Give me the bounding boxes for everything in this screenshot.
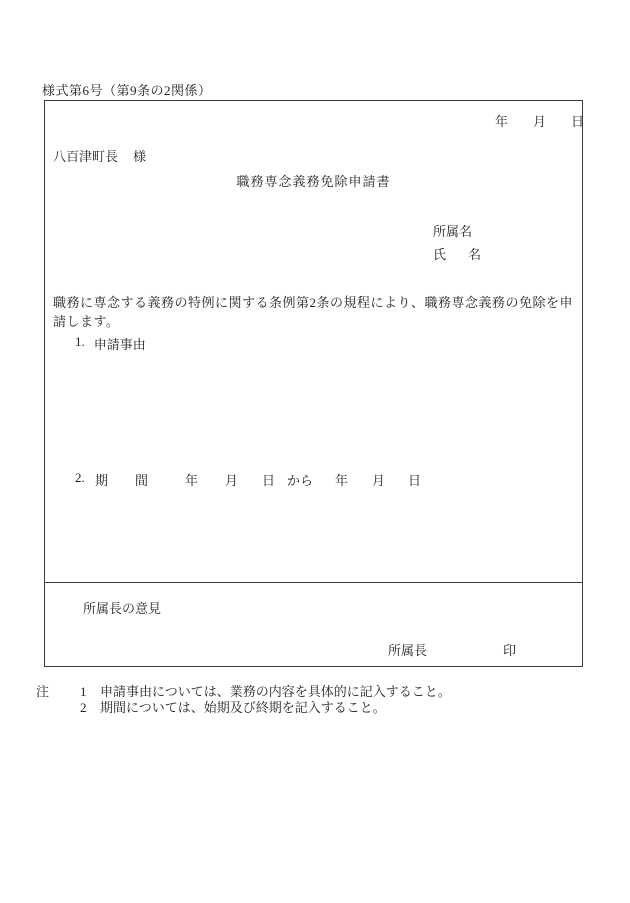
supervisor-opinion-label: 所属長の意見 bbox=[83, 601, 162, 616]
footnote-row-2 bbox=[36, 700, 451, 716]
opinion-section-divider bbox=[45, 582, 582, 583]
period-to-day-label: 日 bbox=[408, 473, 422, 488]
item2-number: 2. bbox=[75, 470, 85, 485]
affiliation-label: 所属名 bbox=[433, 224, 473, 239]
date-month-label: 月 bbox=[533, 114, 547, 129]
item2-period-line bbox=[75, 470, 475, 486]
footnote-marker-spacer bbox=[36, 700, 80, 716]
date-line bbox=[495, 111, 584, 130]
addressee-honorific: 様 bbox=[133, 149, 147, 164]
footnote-row-1 bbox=[36, 684, 451, 700]
footnote-2-text: 期間については、始期及び終期を記入すること。 bbox=[100, 700, 386, 715]
footnote-1-text: 申請事由については、業務の内容を具体的に記入すること。 bbox=[100, 684, 451, 699]
period-connector-label: から bbox=[287, 473, 314, 488]
name-label bbox=[433, 244, 481, 263]
application-statement: 職務に専念する義務の特例に関する条例第2条の規程により、職務専念義務の免除を申請します。 bbox=[53, 295, 574, 329]
item1-label: 申請事由 bbox=[93, 337, 146, 352]
footnote-marker: 注 bbox=[36, 684, 50, 699]
period-from-day-label: 日 bbox=[262, 473, 276, 488]
date-year-label: 年 bbox=[495, 114, 509, 129]
item1-number: 1. bbox=[75, 334, 85, 349]
name-label-second: 名 bbox=[468, 247, 482, 262]
addressee-name: 八百津町長 bbox=[53, 149, 119, 164]
period-from-month-label: 月 bbox=[225, 473, 239, 488]
seal-label: 印 bbox=[503, 643, 517, 658]
footnote-2-number: 2 bbox=[80, 700, 87, 715]
name-label-first: 氏 bbox=[433, 247, 447, 262]
supervisor-label: 所属長 bbox=[388, 643, 428, 658]
date-day-label: 日 bbox=[571, 114, 585, 129]
period-to-year-label: 年 bbox=[335, 473, 349, 488]
item2-label-second: 間 bbox=[135, 473, 149, 488]
footnote-1-number: 1 bbox=[80, 684, 87, 699]
period-to-month-label: 月 bbox=[372, 473, 386, 488]
document-title: 職務専念義務免除申請書 bbox=[236, 174, 391, 189]
item2-label-first: 期 bbox=[95, 473, 109, 488]
period-from-year-label: 年 bbox=[185, 473, 199, 488]
footnotes bbox=[36, 684, 451, 716]
addressee-line bbox=[53, 146, 146, 165]
form-number-label: 様式第6号（第9条の2関係） bbox=[42, 83, 212, 98]
item1-application-reason bbox=[75, 334, 146, 353]
form-border-box bbox=[44, 100, 583, 667]
